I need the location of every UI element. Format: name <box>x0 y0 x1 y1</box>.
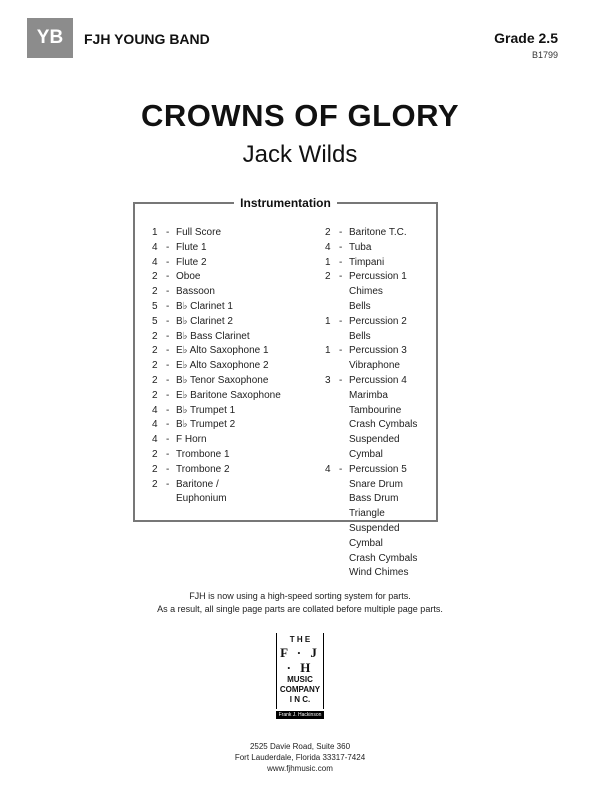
instrument-item <box>152 226 281 241</box>
instrument-name: Bassoon <box>176 286 215 298</box>
instrument-subpart: Bass Drum <box>349 493 399 505</box>
instrument-name: Percussion 1 <box>349 271 407 283</box>
instrument-item <box>152 330 281 345</box>
instrument-dash: - <box>166 271 170 283</box>
instrument-item <box>325 270 436 285</box>
instrument-name: Flute 1 <box>176 241 207 253</box>
instrument-dash: - <box>339 463 343 475</box>
logo-inc: I N C. <box>289 695 311 704</box>
instrument-quantity: 2 <box>152 330 158 342</box>
instrument-item <box>152 418 281 433</box>
instrument-quantity: 2 <box>325 271 331 283</box>
instrument-item <box>325 374 436 389</box>
piece-title: CROWNS OF GLORY <box>140 98 460 133</box>
instrument-quantity: 1 <box>325 345 331 357</box>
instrument-name: Percussion 5 <box>349 463 407 475</box>
instrument-name: Flute 2 <box>176 256 207 268</box>
instrument-dash: - <box>339 345 343 357</box>
instrument-name: B♭ Trumpet 2 <box>176 419 236 431</box>
instrument-dash: - <box>339 271 343 283</box>
instrument-quantity: 4 <box>325 463 331 475</box>
instrument-name: Full Score <box>176 227 222 238</box>
instrument-quantity: 1 <box>325 256 331 268</box>
instrument-name: E♭ Baritone Saxophone <box>176 389 281 401</box>
instrument-name: Percussion 4 <box>349 374 407 386</box>
instrument-quantity: 2 <box>152 345 158 357</box>
instrument-subpart: Suspended Cymbal <box>349 522 400 549</box>
instrument-quantity: 2 <box>152 478 158 490</box>
instrument-quantity: 2 <box>152 271 158 283</box>
instrument-subpart: Crash Cymbals <box>349 552 418 564</box>
instrument-quantity: 4 <box>325 241 331 253</box>
instrument-item <box>152 359 281 374</box>
publisher-address <box>0 741 600 774</box>
address-line-1: 2525 Davie Road, Suite 360 <box>249 742 351 751</box>
grade-label: Grade 2.5 <box>494 30 558 46</box>
notice-line-2: As a result, all single page parts are collated before multiple page parts. <box>157 604 443 614</box>
instrument-dash: - <box>166 478 170 490</box>
instrument-name: E♭ Alto Saxophone 2 <box>176 360 269 372</box>
instrument-dash: - <box>339 374 343 386</box>
logo-block <box>276 633 324 709</box>
instrument-name: B♭ Clarinet 2 <box>176 315 233 327</box>
instrument-name: Baritone T.C. <box>349 227 407 238</box>
instrument-name: Tuba <box>349 241 372 253</box>
instrument-subpart: Wind Chimes <box>349 567 409 579</box>
instrument-item <box>152 448 281 463</box>
instrument-subpart: Triangle <box>349 508 385 520</box>
instrument-item <box>325 256 436 271</box>
series-name: FJH YOUNG BAND <box>84 31 210 47</box>
instrument-quantity: 4 <box>152 404 158 416</box>
instrument-dash: - <box>166 389 170 401</box>
composer-name: Jack Wilds <box>242 141 358 168</box>
notice-line-1: FJH is now using a high-speed sorting system for parts. <box>189 591 411 601</box>
instrument-item <box>152 389 281 404</box>
logo-company: COMPANY <box>279 685 321 694</box>
instrument-subpart: Bells <box>349 300 371 312</box>
instrument-dash: - <box>166 241 170 253</box>
instrument-quantity: 4 <box>152 419 158 431</box>
instrument-item <box>152 270 281 285</box>
instrument-subpart: Vibraphone <box>349 360 400 372</box>
instrument-item <box>152 433 281 448</box>
instrument-item <box>152 256 281 271</box>
instrumentation-left-column <box>152 226 281 507</box>
instrument-quantity: 2 <box>152 286 158 298</box>
instrument-dash: - <box>166 419 170 431</box>
instrument-item <box>152 300 281 315</box>
address-line-2: Fort Lauderdale, Florida 33317-7424 <box>234 753 366 762</box>
instrument-quantity: 4 <box>152 241 158 253</box>
instrument-item <box>152 344 281 359</box>
instrument-dash: - <box>166 256 170 268</box>
instrument-item <box>152 241 281 256</box>
instrument-quantity: 2 <box>152 448 158 460</box>
instrument-subpart: Euphonium <box>176 493 227 505</box>
instrument-dash: - <box>339 256 343 268</box>
instrument-item <box>152 463 281 478</box>
instrument-item <box>152 315 281 330</box>
instrumentation-box <box>133 196 438 579</box>
instrument-dash: - <box>166 286 170 298</box>
logo-fjh: F · J · H <box>280 645 320 675</box>
instrument-quantity: 2 <box>152 463 158 475</box>
instrumentation-heading-wrap <box>135 194 436 212</box>
instrument-name: Timpani <box>349 256 385 268</box>
instrument-subpart: Snare Drum <box>349 478 403 490</box>
instrument-quantity: 4 <box>152 434 158 446</box>
instrument-dash: - <box>166 300 170 312</box>
instrument-quantity: 2 <box>152 389 158 401</box>
fjh-logo <box>276 633 324 719</box>
instrument-subpart: Chimes <box>349 286 383 298</box>
instrument-subpart: Suspended Cymbal <box>349 434 400 460</box>
instrument-name: F Horn <box>176 434 207 446</box>
instrument-item <box>152 478 281 493</box>
instrument-subpart: Marimba <box>349 389 388 401</box>
instrument-item <box>325 226 436 241</box>
instrument-quantity: 4 <box>152 256 158 268</box>
instrument-quantity: 1 <box>325 315 331 327</box>
address-website: www.fjhmusic.com <box>267 764 333 773</box>
instrument-quantity: 2 <box>152 374 158 386</box>
instrument-dash: - <box>166 345 170 357</box>
instrumentation-right-column <box>325 226 436 581</box>
instrument-subpart: Bells <box>349 330 371 342</box>
instrument-quantity: 5 <box>152 300 158 312</box>
instrument-dash: - <box>339 315 343 327</box>
instrument-name: Oboe <box>176 271 201 283</box>
catalog-code: B1799 <box>531 50 558 60</box>
logo-music: MUSIC <box>287 675 313 684</box>
instrument-dash: - <box>166 434 170 446</box>
instrument-name: E♭ Alto Saxophone 1 <box>176 345 269 357</box>
instrument-name: Trombone 1 <box>176 448 230 460</box>
series-badge: YB <box>27 18 73 58</box>
instrument-name: B♭ Clarinet 1 <box>176 300 233 312</box>
instrument-dash: - <box>166 404 170 416</box>
instrument-item <box>152 404 281 419</box>
instrument-name: B♭ Tenor Saxophone <box>176 374 269 386</box>
logo-founder: Frank J. Hackinson <box>276 711 324 719</box>
instrument-dash: - <box>166 315 170 327</box>
instrument-item <box>325 463 436 478</box>
instrument-item <box>152 374 281 389</box>
instrument-dash: - <box>166 330 170 342</box>
instrument-dash: - <box>166 448 170 460</box>
instrument-item <box>325 241 436 256</box>
instrument-name: Baritone / <box>176 478 219 490</box>
instrument-name: B♭ Trumpet 1 <box>176 404 236 416</box>
instrument-name: B♭ Bass Clarinet <box>176 330 250 342</box>
instrument-quantity: 2 <box>152 360 158 372</box>
instrument-item <box>152 285 281 300</box>
sorting-notice <box>0 590 600 616</box>
instrument-name: Percussion 2 <box>349 315 407 327</box>
instrument-item <box>325 344 436 359</box>
instrument-quantity: 5 <box>152 315 158 327</box>
instrument-dash: - <box>339 241 343 253</box>
instrument-dash: - <box>166 374 170 386</box>
instrument-item <box>325 315 436 330</box>
instrument-name: Percussion 3 <box>349 345 407 357</box>
instrument-quantity: 2 <box>325 227 331 238</box>
logo-the: T H E <box>289 635 311 644</box>
instrument-quantity: 3 <box>325 374 331 386</box>
instrument-dash: - <box>166 360 170 372</box>
instrument-quantity: 1 <box>152 227 158 238</box>
instrumentation-heading: Instrumentation <box>234 196 337 210</box>
instrument-dash: - <box>166 227 170 238</box>
instrument-subpart: Crash Cymbals <box>349 419 418 431</box>
instrument-subpart: Tambourine <box>349 404 402 416</box>
instrument-dash: - <box>339 227 343 238</box>
instrument-dash: - <box>166 463 170 475</box>
instrument-name: Trombone 2 <box>176 463 230 475</box>
